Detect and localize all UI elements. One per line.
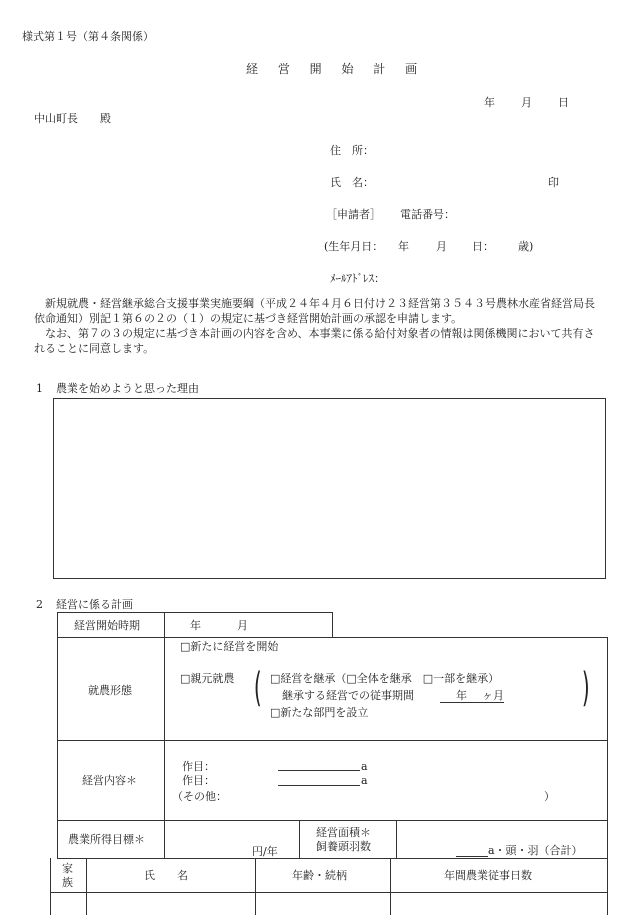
phone-label: 電話番号： xyxy=(400,208,455,221)
income-unit: 円/年 xyxy=(252,845,278,858)
area-unit: a・頭・羽（合計） xyxy=(488,844,583,857)
crop1-unit: a xyxy=(361,760,368,773)
date-day: 日 xyxy=(558,96,569,109)
crop2-unit: a xyxy=(361,774,368,787)
inherit-period-label: 継承する経営での従事期間 xyxy=(282,689,414,702)
address-label: 住 所： xyxy=(330,144,374,157)
option-parent-farm[interactable]: □親元就農 xyxy=(180,672,235,685)
paragraph-application: 新規就農・経営継承総合支援事業実施要綱（平成２４年４月６日付け２３経営第３５４３号農林水産省経営局長依命通知）別記１第６の２の（１）の規定に基づき経営開始計画の承認を申請します。 xyxy=(34,297,595,325)
seal-mark: 印 xyxy=(548,176,559,189)
date-month: 月 xyxy=(521,96,532,109)
start-month: 月 xyxy=(237,619,248,632)
birth-month: 月 xyxy=(436,240,447,253)
section2-number: 2 xyxy=(36,598,43,611)
section2-title: 経営に係る計画 xyxy=(56,598,133,611)
area-label: 経営面積＊ xyxy=(316,826,371,839)
start-date-label: 経営開始時期 xyxy=(74,619,140,632)
email-label: ﾒｰﾙｱﾄﾞﾚｽ： xyxy=(330,272,385,285)
date-year: 年 xyxy=(484,96,495,109)
start-year: 年 xyxy=(190,619,201,632)
birth-day: 日： xyxy=(472,240,494,253)
period-month: ヶ月 xyxy=(482,689,504,702)
crop2-label: 作目： xyxy=(182,774,215,787)
name-label: 氏 名： xyxy=(330,176,374,189)
paragraph-consent: なお、第７の３の規定に基づき本計画の内容を含め、本事業に係る給付対象者の情報は関係機関において共有されることに同意します。 xyxy=(34,327,595,355)
crop1-label: 作目： xyxy=(182,760,215,773)
birth-open: (生年月日： xyxy=(324,240,384,253)
page-title: 経 営 開 始 計 画 xyxy=(246,62,426,76)
col-age: 年齢・続柄 xyxy=(292,869,347,882)
income-target-label: 農業所得目標＊ xyxy=(68,833,145,846)
option-inherit[interactable]: □経営を継承（□全体を継承 □一部を継承） xyxy=(270,672,500,685)
livestock-label: 飼養頭羽数 xyxy=(316,840,371,853)
option-new-dept[interactable]: □新たな部門を設立 xyxy=(270,706,369,719)
section1-title: 農業を始めようと思った理由 xyxy=(56,382,199,395)
col-name: 氏 名 xyxy=(144,869,188,882)
other-close: ） xyxy=(544,790,555,803)
business-content-label: 経営内容＊ xyxy=(82,774,137,787)
farming-type-label: 就農形態 xyxy=(88,684,132,697)
section1-number: 1 xyxy=(36,382,43,395)
family-label: 家族 xyxy=(62,862,73,889)
right-brace: ) xyxy=(581,665,590,711)
birth-age: 歳) xyxy=(518,240,534,253)
reason-textarea[interactable] xyxy=(53,398,606,579)
option-new-farm[interactable]: □新たに経営を開始 xyxy=(180,640,279,653)
addressee: 中山町長 殿 xyxy=(34,112,111,125)
applicant-tag: ［申請者］ xyxy=(326,208,381,221)
period-year: 年 xyxy=(456,689,467,702)
other-label: （その他： xyxy=(172,790,227,803)
birth-year: 年 xyxy=(398,240,409,253)
left-brace: ( xyxy=(253,665,262,711)
col-days: 年間農業従事日数 xyxy=(444,869,532,882)
form-number: 様式第１号（第４条関係） xyxy=(22,30,154,43)
